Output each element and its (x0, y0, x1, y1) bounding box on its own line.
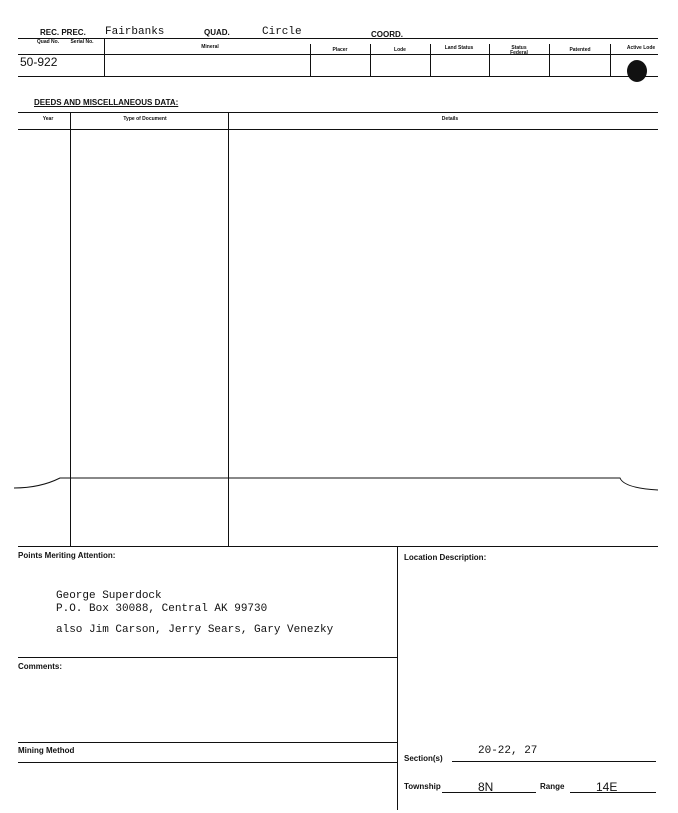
splice-line (0, 470, 678, 500)
col-status-federal: Status Federal (510, 45, 528, 56)
col-patented: Patented (569, 47, 591, 53)
header-divider (430, 44, 431, 76)
active-mark-dot (627, 60, 647, 82)
mining-label: Mining Method (18, 746, 75, 755)
deeds-header-rule (18, 129, 658, 130)
header-divider (310, 44, 311, 76)
range-value: 14E (596, 780, 618, 794)
quad-value: Circle (262, 26, 302, 38)
quad-no-value: 50-922 (20, 55, 58, 69)
sections-label: Section(s) (404, 754, 443, 763)
col-land-status: Land Status (444, 45, 474, 51)
coord-label: COORD. (371, 30, 403, 39)
location-label: Location Description: (404, 553, 487, 562)
col-serial-no: Serial No. (70, 39, 94, 45)
col-lode: Lode (394, 47, 406, 53)
range-underline (570, 792, 656, 793)
township-underline (442, 792, 536, 793)
header-divider (549, 44, 550, 76)
rec-prec-value: Fairbanks (105, 26, 165, 38)
sections-value: 20-22, 27 (478, 745, 538, 757)
header-mid-rule (18, 54, 658, 55)
header-divider (104, 38, 105, 76)
col-year: Year (42, 116, 54, 122)
col-mineral: Mineral (201, 44, 219, 50)
header-divider (610, 44, 611, 76)
deeds-title: DEEDS AND MISCELLANEOUS DATA: (34, 98, 179, 107)
township-value: 8N (478, 780, 494, 794)
points-line-1: George Superdock (56, 590, 162, 602)
points-line-3: also Jim Carson, Jerry Sears, Gary Venezky (56, 624, 334, 636)
header-divider (489, 44, 490, 76)
township-label: Township (404, 782, 441, 791)
mining-top-rule (18, 742, 397, 743)
mining-bottom-rule (18, 762, 397, 763)
col-placer: Placer (332, 47, 348, 53)
header-bottom-rule (18, 76, 658, 77)
comments-top-rule (18, 657, 397, 658)
col-type: Type of Document (123, 116, 167, 122)
header-top-rule (18, 38, 658, 39)
deeds-top-rule (18, 112, 658, 113)
deeds-bottom-rule (18, 546, 658, 547)
lower-divider (397, 546, 398, 810)
points-line-2: P.O. Box 30088, Central AK 99730 (56, 603, 268, 615)
rec-prec-label: REC. PREC. (40, 28, 86, 37)
quad-label: QUAD. (204, 28, 230, 37)
range-label: Range (540, 782, 565, 791)
header-divider (370, 44, 371, 76)
col-quad-no: Quad No. (36, 39, 60, 45)
comments-label: Comments: (18, 662, 63, 671)
col-details: Details (441, 116, 459, 122)
col-active: Active Lode (626, 45, 656, 51)
points-label: Points Meriting Attention: (18, 551, 116, 560)
sections-underline (452, 761, 656, 762)
